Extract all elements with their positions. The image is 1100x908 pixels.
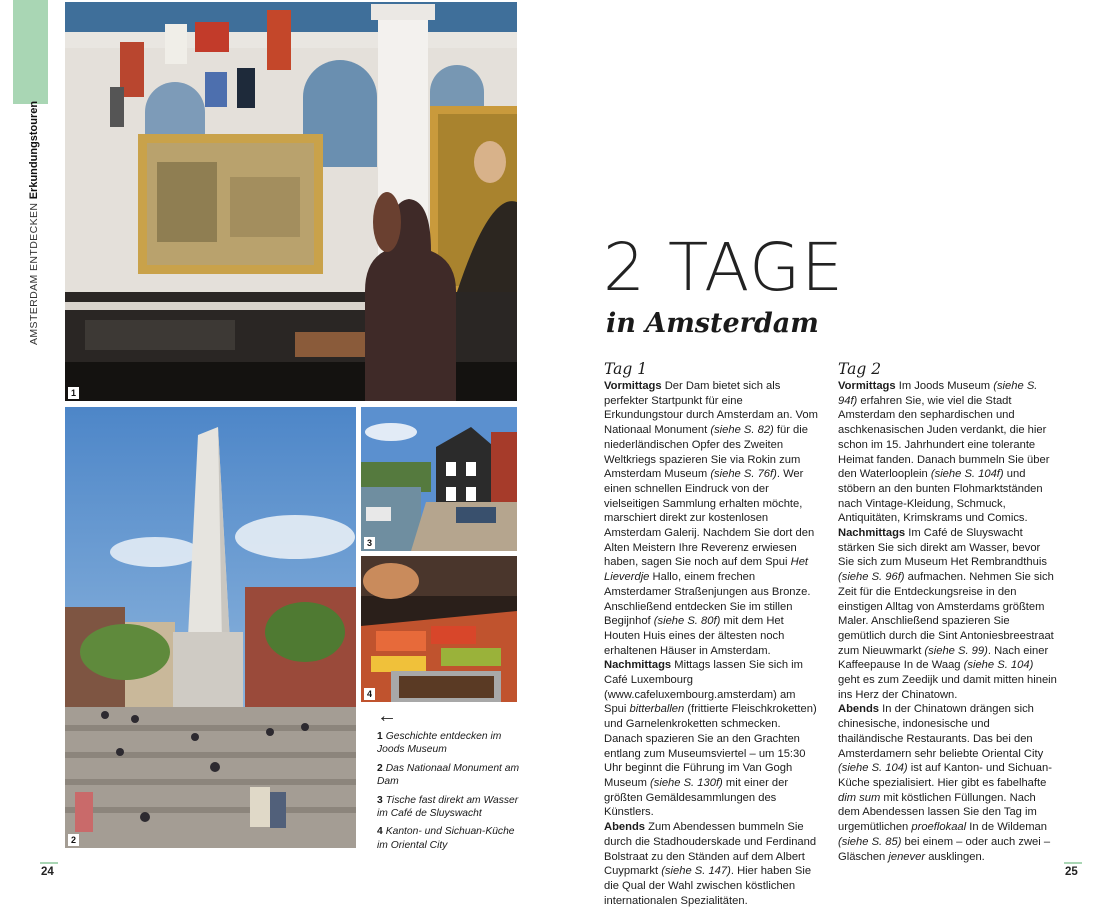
photo-number: 3	[364, 537, 375, 549]
photo-nationaal-monument	[65, 407, 356, 848]
day-1-column	[604, 360, 818, 908]
food-display-image	[361, 556, 517, 702]
day-2-afternoon: Nachmittags Im Café de Sluyswacht stärken Sie sich direkt am Wasser, bevor Sie sich zum Museum Het Rembrandthuis (siehe S. 96f) aufmachen. Nehmen Sie sich Zeit für die Entdeckungsreise in den einstigen Alltag von Amsterdams größtem Maler. Anschließend spazieren Sie gemütlich durch die Sint Antoniesbreestraat zum Nieuwmarkt (siehe S. 99). Nach einer Kaffeepause In de Waag (siehe S. 104) geht es zum Zeedijk und damit mitten hinein ins Herz der Chinatown.	[838, 527, 1057, 701]
chapter-color-tab	[13, 0, 48, 104]
photo-number: 1	[68, 387, 79, 399]
caption-item: 4 Kanton- und Sichuan-Küche im Oriental City	[377, 826, 515, 851]
caption-item: 2 Das Nationaal Monument am Dam	[377, 762, 520, 788]
page-number-left: 24	[41, 866, 54, 878]
day-1-afternoon: Nachmittags Mittags lassen Sie sich im Café Luxembourg (www.cafeluxembourg.amsterdam) am Spui bitterballen (frittierte Fleischkroketten) und Garnelenkroketten schmecken. Danach spazieren Sie an den Grachten entlang zum Museumsviertel – um 15:30 Uhr beginnt die Führung im Van Gogh Museum (siehe S. 130f) mit einer der größten Gemäldesammlungen des Künstlers.	[604, 659, 817, 819]
day-2-evening: Abends In der Chinatown drängen sich chinesische, indonesische und thailändische Restaurants. Das bei den Amsterdamern sehr beliebte Oriental City (siehe S. 104) ist auf Kanton- und Sichuan-Küche spezialisiert. Hier gibt es fabelhafte dim sum mit köstlichen Füllungen. Nach dem Abendessen lassen Sie den Tag im urgemütlichen proeflokaal In de Wildeman (siehe S. 85) bei einem – oder auch zwei – Gläschen jenever ausklingen.	[838, 703, 1052, 863]
day-1-evening: Abends Zum Abendessen bummeln Sie durch die Stadhouderskade und Ferdinand Bolstraat zu den Ständen auf dem Albert Cuypmarkt (siehe S. 147). Hier haben Sie die Qual der Wahl zwischen köstlichen internationalen Spezialitäten.	[604, 821, 817, 907]
page-title: 2 TAGE	[603, 229, 844, 306]
day-1-morning: Vormittags Der Dam bietet sich als perfekter Startpunkt für eine Erkundungstour durch Amsterdam an. Vom Nationaal Monument (siehe S. 82) für die niederländischen Opfer des Zweiten Weltkriegs spazieren Sie via Rokin zum Amsterdam Museum (siehe S. 76f). Wer einen schnellen Eindruck von der vielseitigen Sammlung erhalten möchte, marschiert direkt zur kostenlosen Amsterdam Galerij. Nachdem Sie dort den Alten Meistern Ihre Reverenz erwiesen haben, sagen Sie noch auf dem Spui Het Lieverdje Hallo, einem frechen Amsterdamer Straßenjungen aus Bronze. Anschließend entdecken Sie im stillen Begijnhof (siehe S. 80f) mit dem Het Houten Huis eines der ältesten noch erhaltenen Häuser in Amsterdam.	[604, 380, 818, 657]
caption-item: 3 Tische fast direkt am Wasser im Café de Sluyswacht	[377, 794, 519, 820]
photo-captions	[377, 705, 527, 857]
photo-joods-museum	[65, 2, 517, 401]
arrow-left-icon: ←	[377, 705, 397, 727]
photo-cafe-sluyswacht	[361, 407, 517, 551]
day-2-morning: Vormittags Im Joods Museum (siehe S. 94f) erfahren Sie, wie viel die Stadt Amsterdam den sephardischen und aschkenasischen Juden verdankt, die hier schon im 15. Jahrhundert eine tolerante Heimat fanden. Danach bummeln Sie über den Waterlooplein (siehe S. 104f) und stöbern an den bunten Flohmarktständen nach Vintage-Kleidung, Schmuck, Antiquitäten, Krimskrams und Comics.	[838, 380, 1050, 525]
photo-oriental-city	[361, 556, 517, 702]
day-2-heading: Tag 2	[838, 360, 882, 378]
day-2-column	[838, 360, 1058, 864]
page-number-right: 25	[1065, 866, 1078, 878]
caption-item: 1 Geschichte entdecken im Joods Museum	[377, 731, 502, 756]
page-number-rule	[40, 862, 58, 864]
page-number-rule	[1064, 862, 1082, 864]
canal-cafe-image	[361, 407, 517, 551]
photo-number: 4	[364, 688, 375, 700]
section-label: AMSTERDAM ENTDECKEN	[28, 202, 40, 345]
page-subtitle: in Amsterdam	[606, 308, 819, 339]
photo-number: 2	[68, 834, 79, 846]
monument-image	[65, 407, 356, 848]
day-1-heading: Tag 1	[604, 360, 648, 378]
chapter-label: Erkundungstouren	[28, 100, 40, 200]
museum-interior-image	[65, 2, 517, 401]
